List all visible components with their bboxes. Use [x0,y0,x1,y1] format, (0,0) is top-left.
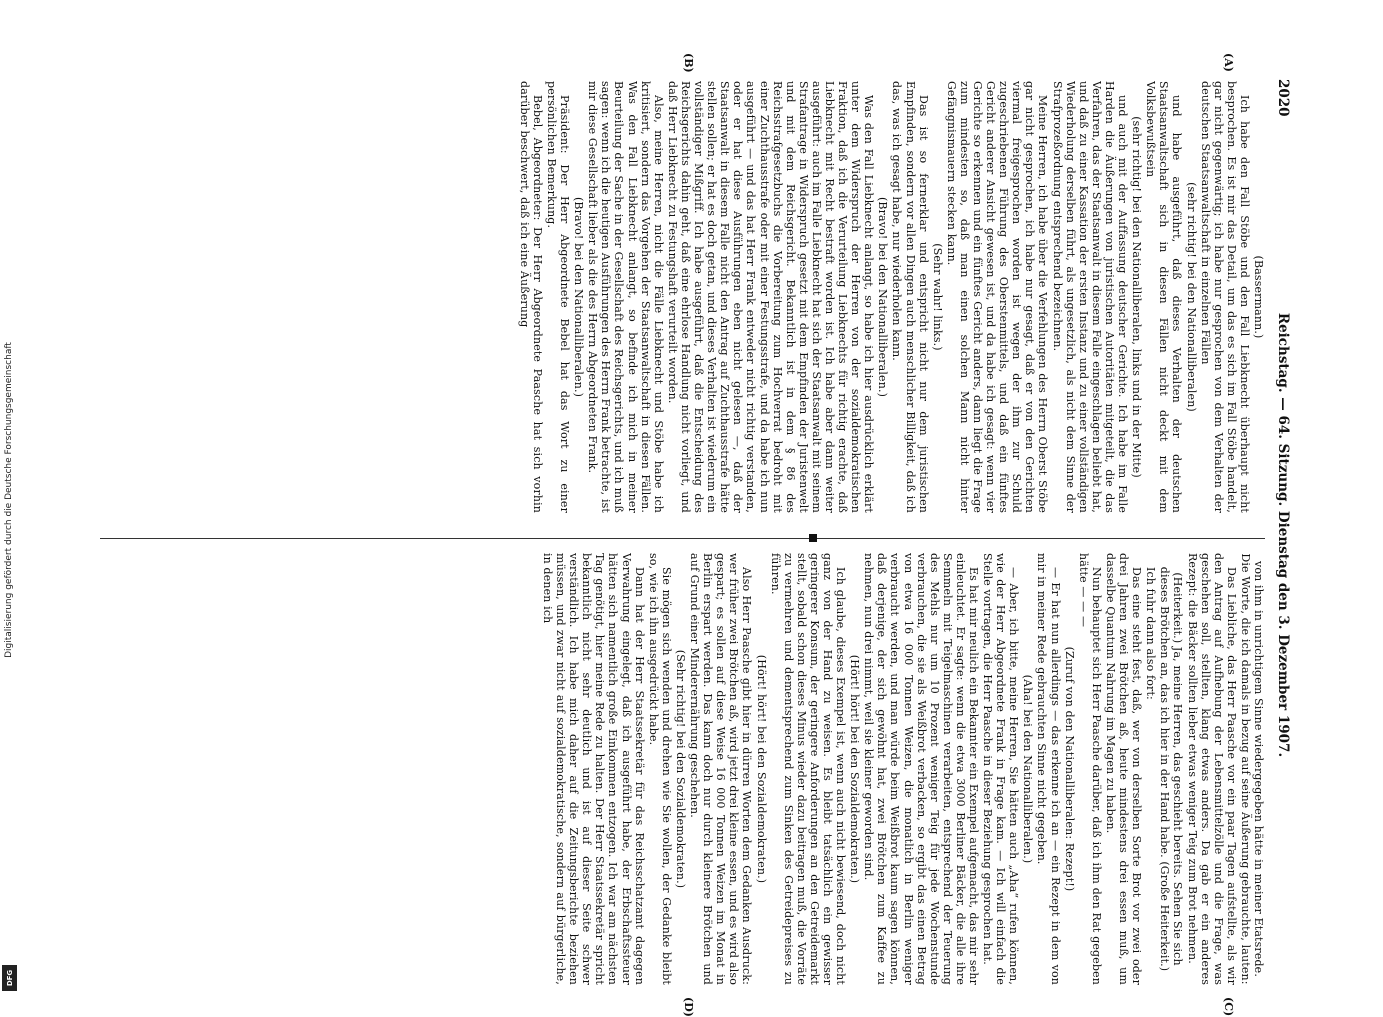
left-column-paragraph: und auch mit der Auffassung deutscher Gerichte. Ich habe im Falle Harden die Äußerungen von juristischen Autoritäten mitgeteilt, die das Verfahren, das der Staatsanwalt in diesem Falle eingeschlagen beliebt hat, und daß zu einer Kassation der ersten Instanz und zu einer vollständigen Wiederholung derselben führt, als ungesetzlich, als nicht dem Sinne der Strafprozeßordnung entsprechend bezeichnen. [1050,81,1130,513]
margin-letter-d: (D) [682,997,695,1017]
right-column-paragraph: (Hört! hört! bei den Sozialdemokraten.) [754,654,768,884]
right-column-paragraph: Ich fuhr dann also fort: [1144,567,1158,700]
rotated-document-page [85,53,1295,1017]
page-number: 2020 [1275,79,1291,117]
right-column-paragraph: — Er hat nun allerdings — das erkenne ich an — ein Rezept in dem von mir in meiner Rede gebrauchten Sinne nicht gegeben. [1035,553,1062,985]
margin-letter-b: (B) [682,53,695,73]
left-column [95,81,1265,513]
right-column-paragraph: (Aha! bei den Nationalliberalen.) [1021,674,1035,864]
running-title: Reichstag. — 64. Sitzung. Dienstag den 3. Dezember 1907. [1275,312,1291,758]
right-column-paragraph: (Hört! hört! bei den Sozialdemokraten.) [848,654,862,884]
right-column-paragraph: Ich glaube, dieses Exempel ist, wenn auch nicht bewiesend, doch nicht ganz von der Hand zu weisen. Es bleibt tatsächlich ein gewisser geringerer Konsum, der geringere Anforderungen an den Getreidemarkt stellt, sobald schon dieses Minus wieder dazu beitragen muß, die Vorräte zu vermehren und dementsprechend zum Sinken des Getreidepreises zu führen. [768,553,848,985]
left-column-paragraph: und habe ausgeführt, daß dieses Verhalten der deutschen Staatsanwaltschaft sich in diesen Fällen nicht deckt mit dem Volksbewußtsein [1144,81,1184,513]
left-column-paragraph: (Bassermann.) [1252,255,1265,339]
right-column-paragraph: von ihm in unrichtigem Sinne wiedergegeben hätte in meiner Etatsrede. Die Worte, die ich damals in bezug auf seine Äußerung gebrauchte, lauten: [1238,553,1265,985]
left-column-paragraph: Bebel, Abgeordneter: Der Herr Abgeordnete Paasche hat sich vorhin darüber beschwert, daß ich eine Äußerung [517,81,544,513]
right-column-paragraph: — Aber, ich bitte, meine Herren, Sie hätten auch „Aha“ rufen können, wie der Herr Abgeordnete Frank in Frage kam. — Ich will einfach die Stelle vortragen, die Herr Paasche in dieser Beziehung gesprochen hat. [981,553,1021,985]
margin-letter-a: (A) [1222,53,1235,72]
left-column-paragraph: Ich habe den Fall Stöbe und den Fall Liebknecht überhaupt nicht besprochen. Es ist mir das Detail, um das es sich im Fall Stöbe handelt, gar nicht gegenwärtig; ich habe nur gesprochen von dem Verhalten der deutschen Staatsanwaltschaft in einzelnen Fällen [1198,81,1251,513]
left-column-paragraph: (Bravo! bei den Nationalliberalen.) [572,196,586,398]
right-column-paragraph: Also Herr Paasche gibt hier in dürren Worten dem Gedanken Ausdruck: wer früher zwei Brötchen aß, wird jetzt drei kleine essen, und es wird also gespart; es sollen auf diese Weise 16 000 Tonnen Weizen im Monat in Berlin erspart werden. Das kann doch nur durch kleinere Brötchen und auf Grund einer Minderernährung geschehen. [688,553,754,985]
right-column-paragraph: (Heiterkeit.) Ja, meine Herren, das geschieht bereits. Sehen Sie sich dieses Brötchen an, das ich hier in der Hand habe. (Große Heiterkeit.) [1158,566,1185,972]
left-column-paragraph: (sehr richtig! bei den Nationalliberalen) [1184,182,1198,412]
credit-strip [0,0,18,1000]
left-column-paragraph: Das ist so fernerklar und entspricht nicht nur dem juristischen Empfinden, sondern vor allen Dingen auch menschlicher Billigkeit, daß ich das, was ich gesagt habe, nur wiederholen kann. [890,81,930,513]
left-column-paragraph: Meine Herren, ich habe über die Verfehlungen des Herrn Oberst Stöbe gar nicht gesprochen, ich habe nur gesagt, daß er von den Gerichten viermal freigesprochen worden ist wegen der ihm zur Schuld zugeschriebenen Führung des Oberstenmittels, und daß ein fünftes Gericht anderer Ansicht gewesen ist, und da habe ich gesagt: wenn vier Gerichte so erkennen und ein fünftes Gericht anders, dann liegt die Frage zum mindesten so, daß man einen solchen Mann nicht hinter Gefängnismauern stecken kann. [944,81,1050,513]
margin-letter-c: (C) [1222,997,1235,1017]
right-column-paragraph: Sie mögen sich wenden und drehen wie Sie wollen, der Gedanke bleibt so, wie ich ihn ausgedrückt habe. [646,553,673,985]
right-column-paragraph: Es hat mir neulich ein Bekannter ein Exempel aufgemacht, das mir sehr einleuchtet. Er sagte: wenn die etwa 3000 Berliner Bäcker, die alle ihre Semmeln mit Teigelmaschinen verarbeiten, entsprechend der Teuerung des Mehls nur um 10 Prozent weniger Teig für jede Wochenstunde verbrauchen, die sie als Weißbrot verbacken, so ergibt das einen Betrag von etwa 16 000 Tonnen Weizen, die monatlich in Berlin weniger verbraucht werden, und man würde beim Weißbrot kaum sagen können, daß derjenige, der sich gewöhnt hat, zwei Brötchen zum Kaffee zu nehmen, nun drei nimmt, weil sie kleiner geworden sind. [862,553,981,985]
right-column-paragraph: Das eine steht fest, daß, wer von derselben Sorte Brot vor zwei oder drei Jahren zwei Brötchen aß, heute mindestens drei essen muß, um dasselbe Quantum Nahrung im Magen zu haben. [1103,553,1144,985]
dfg-logo-text: DFG [5,969,14,987]
left-column-paragraph: (Bravo! bei den Nationalliberalen.) [876,196,890,398]
right-column-paragraph: Das Liebliche, das Herr Paasche vor ein paar Tagen aufstellte, als wir den Antrag auf Aufhebung der Lebensmittelzölle und die Frage, was geschehen soll, stellten, klang etwas anders. Da gab er ein anderes Rezept: die Bäcker sollten lieber etwas weniger Teig zum Brot nehmen. [1185,553,1238,985]
right-column-paragraph: (Zuruf von den Nationalliberalen: Rezept!) [1062,646,1076,892]
left-column-paragraph: Also, meine Herren, nicht die Fälle Liebknecht und Stöbe habe ich kritisiert, sondern das Vorgehen der Staatsanwaltschaft in diesen Fällen. Was den Fall Liebknecht anlangt, so befinde ich mich in meiner Beurteilung der Sache in der Gesellschaft des Reichsgerichts, und ich muß sagen: wenn ich die heutigen Ausführungen des Herrn Frank betrachte, ist mir diese Gesellschaft lieber als die des Herrn Abgeordneten Frank. [586,81,665,513]
column-divider [100,538,1265,539]
left-column-paragraph: (sehr richtig! bei den Nationalliberalen, links und in der Mitte) [1130,116,1144,478]
page-header [1269,75,1295,995]
left-column-paragraph: Was den Fall Liebknecht anlangt, so habe ich hier ausdrücklich erklärt unter dem Widerspruch der Herren von der sozialdemokratischen Fraktion, daß ich die Verurteilung Liebknechts für richtig erachte, daß Liebknecht mit Recht bestraft worden ist. Ich habe aber dann weiter ausgeführt: auch im Falle Liebknecht hat sich der Staatsanwalt mit seinem Strafantrage in Widerspruch gesetzt mit dem Empfinden der Juristenwelt und mit dem Reichsgericht. Bekanntlich ist in dem § 86 des Reichsstrafgesetzbuchs die Vorbereitung zum Hochverrat bedroht mit einer Zuchthausstrafe oder mit einer Festungsstrafe, und da habe ich nun ausgeführt — und das hat Herr Frank entweder nicht richtig verstanden, oder er hat diese Ausführungen eben nicht gelesen —, daß der Staatsanwalt in diesem Falle nicht den Antrag auf Zuchthausstrafe hätte stellen sollen; er hat es doch getan, und dieses Verhalten ist wiederum ein vollständiger Mißgriff. Ich habe ausgeführt, daß die Entscheidung des Reichsgerichts dahin geht, daß eine ehrlose Handlung nicht vorliegt, und daß Herr Liebknecht zu Festungshaft verurteilt worden. [665,81,876,513]
dfg-logo [2,965,17,991]
left-column-paragraph: (Sehr wahr! links.) [930,243,944,351]
credit-text: Digitalisierung gefördert durch die Deutsche Forschungsgemeinschaft [4,342,14,658]
right-column-paragraph: (Sehr richtig! bei den Sozialdemokraten.) [673,649,687,889]
left-column-paragraph: Präsident: Der Herr Abgeordnete Bebel hat das Wort zu einer persönlichen Bemerkung. [545,81,572,513]
right-column [95,553,1265,985]
right-column-paragraph: Dann hat der Herr Staatssekretär für das Reichsschatzamt dagegen Verwahrung eingelegt, daß ich ausgeführt habe, der Erbschaftssteuer hätten sich namentlich große Einkommen entzogen. Ich war am nächsten Tag genötigt, hier meine Rede zu halten. Der Herr Staatssekretär spricht bekanntlich nicht sehr deutlich und ist auf dieser Seite schwer verständlich. Ich habe mich daher auf die Zeitungsberichte beziehen müssen, und zwar nicht auf sozialdemokratische, sondern auf bürgerliche, in denen ich [541,553,646,985]
right-column-paragraph: Nun behauptet sich Herr Paasche darüber, daß ich ihm den Rat gegeben hätte — — — [1076,553,1103,985]
divider-mark [809,534,817,542]
